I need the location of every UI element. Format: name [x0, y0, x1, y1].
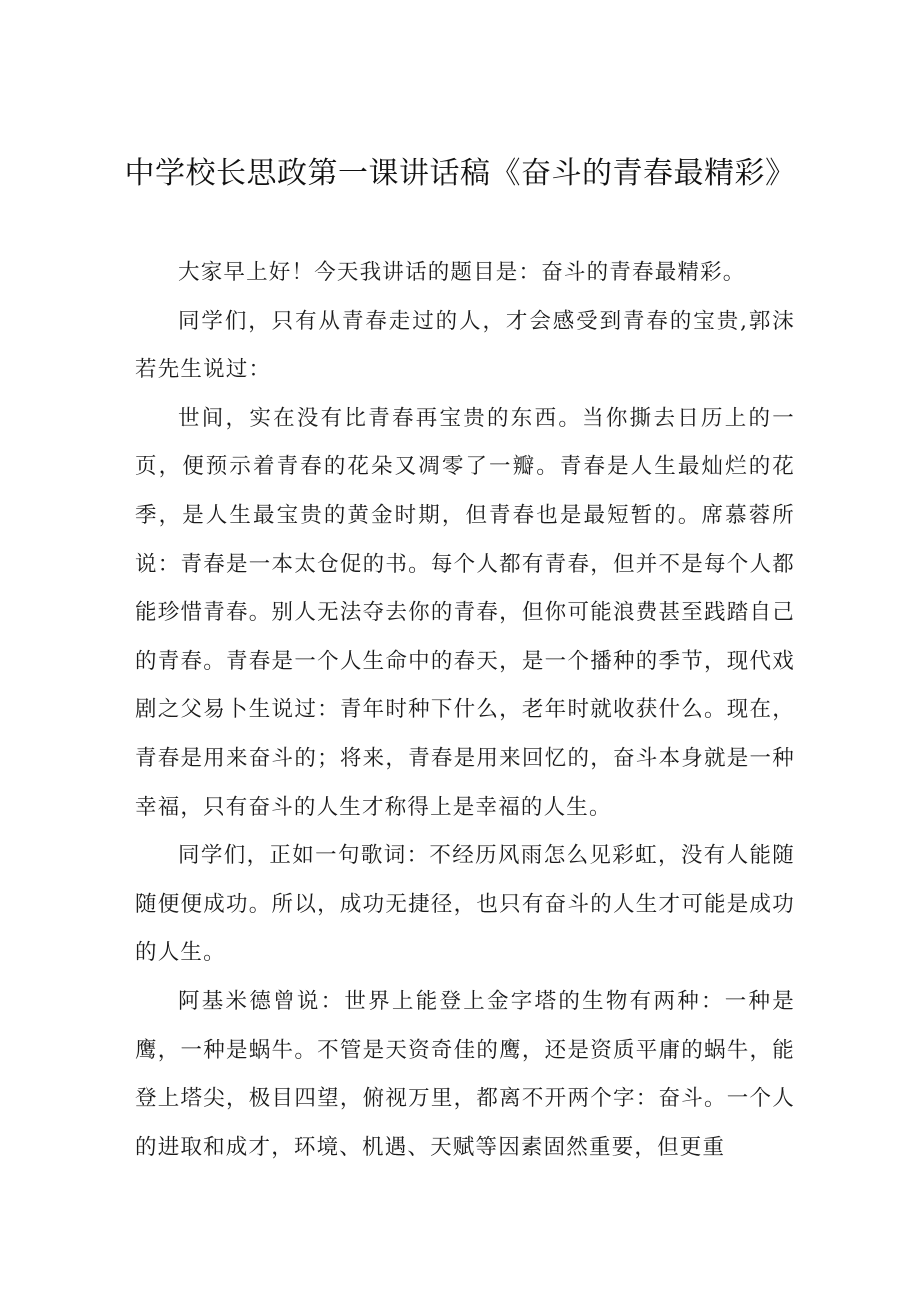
document-body	[135, 249, 795, 1172]
document-title: 中学校长思政第一课讲话稿《奋斗的青春最精彩》	[124, 156, 796, 191]
paragraph-archimedes: 阿基米德曾说：世界上能登上金字塔的生物有两种：一种是鹰，一种是蜗牛。不管是天资奇佳的鹰，还是资质平庸的蜗牛，能登上塔尖，极目四望，俯视万里，都离不开两个字：奋斗。一个人的进取和成才，环境、机遇、天赋等因素固然重要，但更重	[135, 988, 795, 1160]
paragraph-greeting: 大家早上好！今天我讲话的题目是：奋斗的青春最精彩。	[178, 260, 746, 285]
paragraph-intro: 同学们，只有从青春走过的人，才会感受到青春的宝贵,郭沫若先生说过：	[135, 308, 795, 383]
paragraph-song-lyric: 同学们，正如一句歌词：不经历风雨怎么见彩虹，没有人能随随便便成功。所以，成功无捷径，也只有奋斗的人生才可能是成功的人生。	[135, 843, 795, 966]
paragraph-youth-quote: 世间，实在没有比青春再宝贵的东西。当你撕去日历上的一页，便预示着青春的花朵又凋零了一瓣。青春是人生最灿烂的花季，是人生最宝贵的黄金时期，但青春也是最短暂的。席慕蓉所说：青春是一本太仓促的书。每个人都有青春，但并不是每个人都能珍惜青春。别人无法夺去你的青春，但你可能浪费甚至践踏自己的青春。青春是一个人生命中的春天，是一个播种的季节，现代戏剧之父易卜生说过：青年时种下什么，老年时就收获什么。现在，青春是用来奋斗的；将来，青春是用来回忆的，奋斗本身就是一种幸福，只有奋斗的人生才称得上是幸福的人生。	[135, 405, 795, 820]
